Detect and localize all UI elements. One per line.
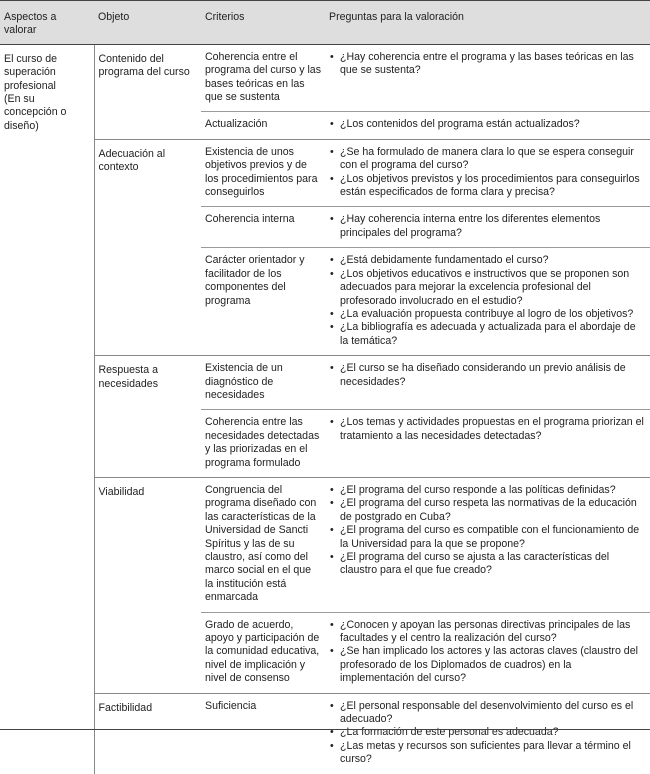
table-row [0, 356, 650, 410]
pregunta-item: • ¿Hay coherencia interna entre los diferentes elementos principales del programa? [329, 213, 646, 240]
pregunta-item: • ¿Conocen y apoyan las personas directivas principales de las facultades y el centro la realización del curso? [329, 619, 646, 646]
header-preguntas: Preguntas para la valoración [325, 1, 650, 45]
criterio-cell: Grado de acuerdo, apoyo y participación de la comunidad educativa, nivel de implicación y nivel de consenso [201, 612, 325, 693]
criterio-cell: Existencia de unos objetivos previos y de los procedimientos para conseguirlos [201, 139, 325, 207]
table-row [0, 139, 650, 207]
objeto-contenido: Contenido del programa del curso [98, 52, 190, 79]
criterio-cell: Coherencia entre las necesidades detectadas y las priorizadas en el programa formulado [201, 410, 325, 478]
pregunta-item: • ¿El programa del curso responde a las políticas definidas? [329, 484, 646, 497]
pregunta-item: • ¿La formación de este personal es adecuada? [329, 726, 646, 739]
pregunta-item: • ¿Se ha formulado de manera clara lo que se espera conseguir con el programa del curso? [329, 146, 646, 173]
pregunta-item: • ¿El programa del curso es compatible con el funcionamiento de la Universidad para la que se propone? [329, 524, 646, 551]
pregunta-item: • ¿Los objetivos educativos e instructivos que se proponen son adecuados para mejorar la excelencia profesional del profesorado involucrado en el estudio? [329, 268, 646, 308]
criterio-cell: Congruencia del programa diseñado con las características de la Universidad de Sancti Spíritus y las de su claustro, así como del marco social en el que la institución está enmarcada [201, 477, 325, 612]
pregunta-item: • ¿La bibliografía es adecuada y actualizada para el abordaje de la temática? [329, 321, 646, 348]
criterio-cell: Suficiencia [201, 693, 325, 774]
preguntas-cell [325, 410, 650, 478]
criterio-cell: Coherencia interna [201, 207, 325, 248]
criterio-cell: Actualización [201, 112, 325, 139]
table-row [0, 44, 650, 112]
preguntas-cell [325, 248, 650, 356]
table-row [0, 693, 650, 774]
pregunta-item: • ¿El programa del curso respeta las normativas de la educación de postgrado en Cuba? [329, 497, 646, 524]
pregunta-item: • ¿Los temas y actividades propuestas en el programa priorizan el tratamiento a las necesidades detectadas? [329, 416, 646, 443]
criterio-cell: Existencia de un diagnóstico de necesidades [201, 356, 325, 410]
table-header-row [0, 1, 650, 45]
pregunta-item: • ¿La evaluación propuesta contribuye al logro de los objetivos? [329, 308, 646, 321]
pregunta-item: • ¿Los contenidos del programa están actualizados? [329, 118, 646, 131]
aspecto-note: (En su concepción o diseño) [4, 93, 67, 132]
objeto-factibilidad: Factibilidad [94, 693, 201, 774]
objeto-respuesta: Respuesta a necesidades [94, 356, 201, 478]
header-objeto: Objeto [94, 1, 201, 45]
preguntas-cell [325, 477, 650, 612]
preguntas-cell [325, 112, 650, 139]
table-row [0, 477, 650, 612]
preguntas-cell [325, 356, 650, 410]
preguntas-cell [325, 139, 650, 207]
header-criterios: Criterios [201, 1, 325, 45]
aspecto-cell [0, 44, 94, 773]
pregunta-item: • ¿El personal responsable del desenvolvimiento del curso es el adecuado? [329, 700, 646, 727]
header-aspectos: Aspectos a valorar [0, 1, 94, 45]
preguntas-cell [325, 44, 650, 112]
pregunta-item: • ¿Las metas y recursos son suficientes para llevar a término el curso? [329, 740, 646, 767]
criterio-cell: Carácter orientador y facilitador de los componentes del programa [201, 248, 325, 356]
preguntas-cell [325, 207, 650, 248]
pregunta-item: • ¿Los objetivos previstos y los procedimientos para conseguirlos están especificados de forma clara y precisa? [329, 173, 646, 200]
pregunta-item: • ¿El programa del curso se ajusta a las características del claustro para el que fue creado? [329, 551, 646, 578]
preguntas-cell [325, 612, 650, 693]
objeto-adecuacion: Adecuación al contexto [94, 139, 201, 355]
criterio-cell: Coherencia entre el programa del curso y las bases teóricas en las que se sustenta [205, 50, 321, 104]
pregunta-item: • ¿Está debidamente fundamentado el curso? [329, 254, 646, 267]
objeto-viabilidad: Viabilidad [94, 477, 201, 693]
pregunta-item: • ¿Se han implicado los actores y las actoras claves (claustro del profesorado de los Diplomados de cuadros) en la implementación del curso? [329, 645, 646, 685]
aspecto-title: El curso de superación profesional [4, 52, 57, 92]
pregunta-item: • ¿Hay coherencia entre el programa y las bases teóricas en las que se sustenta? [329, 51, 646, 78]
preguntas-cell [325, 693, 650, 774]
pregunta-item: • ¿El curso se ha diseñado considerando un previo análisis de necesidades? [329, 362, 646, 389]
